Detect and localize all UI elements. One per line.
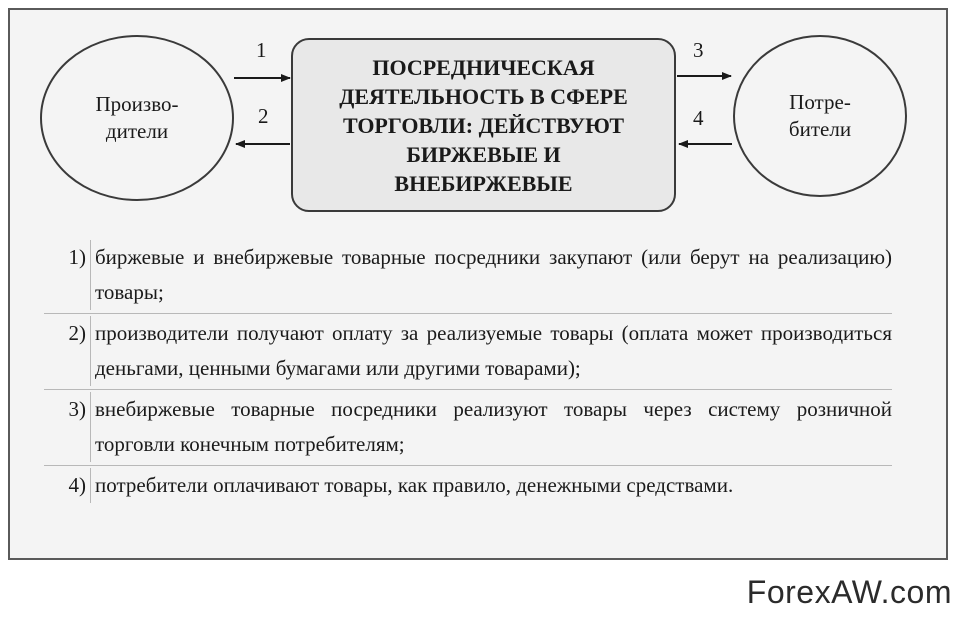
item-number: 2) <box>44 316 91 386</box>
center-line-5: ВНЕБИРЖЕВЫЕ <box>394 170 573 196</box>
item-text: производители получают оплату за реализуемые товары (оплата может производиться деньгами, ценными бумагами или другими товарами); <box>95 321 892 380</box>
arrow-label-3: 3 <box>693 38 704 62</box>
center-line-2: ДЕЯТЕЛЬНОСТЬ В СФЕРЕ <box>339 83 628 109</box>
item-number: 4) <box>44 468 91 503</box>
consumers-node <box>733 35 907 197</box>
producers-label-line1: Произво- <box>95 92 179 116</box>
producers-label-line2: дители <box>105 119 169 143</box>
center-line-4: БИРЖЕВЫЕ И <box>406 141 561 167</box>
arrow-label-2: 2 <box>258 104 269 128</box>
arrow-label-1: 1 <box>256 38 267 62</box>
item-text: внебиржевые товарные посредники реализуют товары через систему розничной торговли конечным потребителям; <box>95 397 892 456</box>
consumers-label-line1: Потре- <box>789 90 851 114</box>
steps-list <box>44 238 892 506</box>
flow-diagram <box>0 0 960 230</box>
intermediary-node <box>291 38 676 212</box>
list-item <box>44 238 892 314</box>
item-text: потребители оплачивают товары, как правило, денежными средствами. <box>95 473 734 497</box>
producers-node <box>40 35 234 201</box>
list-item <box>44 314 892 390</box>
center-line-1: ПОСРЕДНИЧЕСКАЯ <box>372 54 595 80</box>
item-number: 1) <box>44 240 91 310</box>
center-line-3: ТОРГОВЛИ: ДЕЙСТВУЮТ <box>342 112 625 138</box>
list-item <box>44 466 892 506</box>
watermark: ForexAW.com <box>746 574 952 610</box>
consumers-label-line2: бители <box>788 117 852 141</box>
item-number: 3) <box>44 392 91 462</box>
arrow-label-4: 4 <box>693 106 704 130</box>
item-text: биржевые и внебиржевые товарные посредники закупают (или берут на реализацию) товары; <box>95 245 892 304</box>
list-item <box>44 390 892 466</box>
